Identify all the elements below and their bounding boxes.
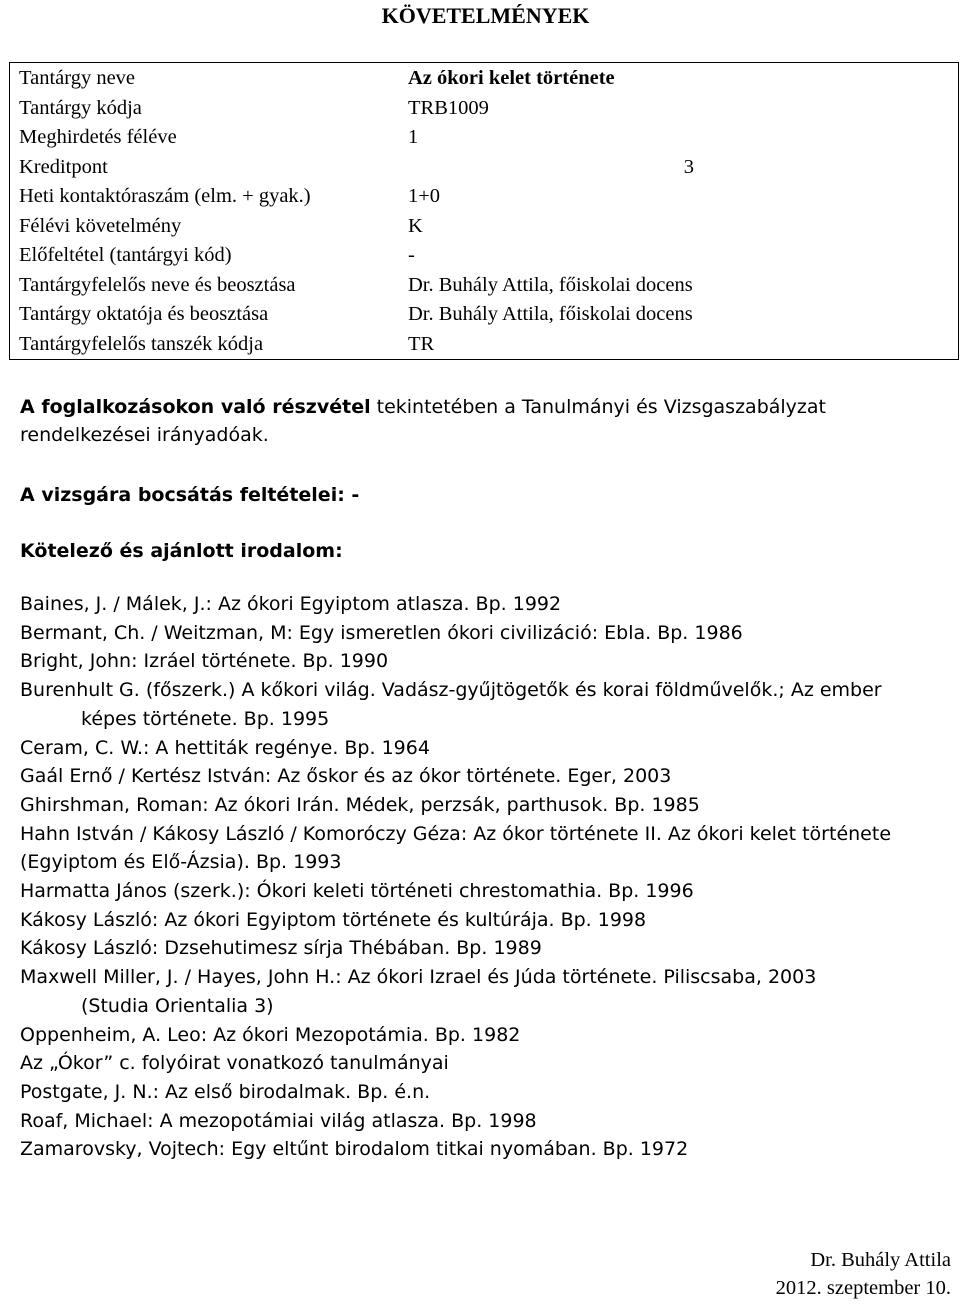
info-label: Tantárgyfelelős tanszék kódja [19, 332, 264, 355]
info-row [10, 152, 958, 181]
literature-item: Oppenheim, A. Leo: Az ókori Mezopotámia. Bp. 1982 [20, 1023, 521, 1046]
info-label: Félévi követelmény [19, 214, 182, 237]
info-label: Meghirdetés féléve [19, 126, 177, 148]
literature-item: Kákosy László: Az ókori Egyiptom története és kultúrája. Bp. 1998 [20, 908, 647, 931]
literature-item: Kákosy László: Dzsehutimesz sírja Thébában. Bp. 1989 [20, 937, 542, 960]
info-label: Tantárgy oktatója és beosztása [19, 303, 269, 325]
literature-item: Az „Ókor” c. folyóirat vonatkozó tanulmányai [20, 1052, 449, 1075]
info-value: TR [408, 332, 435, 355]
info-row [10, 181, 958, 210]
attendance-rest: tekintetében a Tanulmányi és Vizsgaszabályzat [370, 396, 826, 418]
info-row [10, 240, 958, 269]
info-label: Előfeltétel (tantárgyi kód) [19, 244, 232, 266]
info-row [10, 270, 958, 299]
info-label: Heti kontaktóraszám (elm. + gyak.) [19, 185, 311, 207]
literature-item: Baines, J. / Málek, J.: Az ókori Egyiptom atlasza. Bp. 1992 [20, 593, 562, 615]
info-value: 3 [683, 155, 694, 178]
info-label: Kreditpont [19, 155, 108, 178]
signature-name: Dr. Buhály Attila [810, 1249, 951, 1271]
attendance-line-2: rendelkezései irányadóak. [20, 424, 269, 446]
signature-date: 2012. szeptember 10. [775, 1277, 951, 1299]
literature-item-continuation: képes története. Bp. 1995 [81, 707, 330, 730]
attendance-bold: A foglalkozásokon való részvétel [20, 396, 371, 418]
literature-item-continuation: (Egyiptom és Elő-Ázsia). Bp. 1993 [20, 851, 342, 874]
attendance-line-1 [20, 396, 826, 419]
info-value: Az ókori kelet története [408, 67, 615, 89]
info-row [10, 299, 958, 328]
literature-item-continuation: (Studia Orientalia 3) [81, 994, 274, 1017]
course-info-table [9, 62, 959, 360]
literature-item: Harmatta János (szerk.): Ókori keleti történeti chrestomathia. Bp. 1996 [20, 880, 694, 902]
info-label: Tantárgy kódja [19, 96, 142, 119]
info-value: Dr. Buhály Attila, főiskolai docens [408, 303, 693, 325]
literature-item: Roaf, Michael: A mezopotámiai világ atlasza. Bp. 1998 [20, 1109, 537, 1132]
literature-item: Bermant, Ch. / Weitzman, M: Egy ismeretlen ókori civilizáció: Ebla. Bp. 1986 [20, 621, 743, 644]
info-value: TRB1009 [408, 96, 489, 119]
literature-item: Burenhult G. (főszerk.) A kőkori világ. Vadász-gyűjtögetők és korai földművelők.; Az ember [20, 679, 882, 702]
info-row [10, 211, 958, 240]
literature-item: Maxwell Miller, J. / Hayes, John H.: Az ókori Izrael és Júda története. Piliscsaba, 2003 [20, 966, 817, 989]
info-row [10, 122, 958, 151]
info-label: Tantárgy neve [19, 67, 136, 89]
info-value: K [408, 214, 423, 237]
info-value: 1+0 [408, 185, 441, 207]
literature-item: Postgate, J. N.: Az első birodalmak. Bp. é.n. [20, 1080, 431, 1103]
info-value: Dr. Buhály Attila, főiskolai docens [408, 273, 693, 296]
literature-item: Bright, John: Izráel története. Bp. 1990 [20, 650, 389, 673]
literature-item: Zamarovsky, Vojtech: Egy eltűnt birodalom titkai nyomában. Bp. 1972 [20, 1138, 689, 1161]
info-row [10, 329, 958, 358]
exam-conditions: A vizsgára bocsátás feltételei: - [20, 484, 360, 506]
info-row [10, 63, 958, 92]
literature-heading: Kötelező és ajánlott irodalom: [20, 540, 343, 562]
info-row [10, 93, 958, 122]
literature-item: Ghirshman, Roman: Az ókori Irán. Médek, perzsák, parthusok. Bp. 1985 [20, 793, 700, 816]
info-label: Tantárgyfelelős neve és beosztása [19, 273, 296, 296]
literature-item: Ceram, C. W.: A hettiták regénye. Bp. 1964 [20, 736, 430, 759]
info-value: - [408, 244, 415, 266]
info-value: 1 [408, 126, 419, 148]
literature-item: Gaál Ernő / Kertész István: Az őskor és az ókor története. Eger, 2003 [20, 765, 672, 788]
literature-item: Hahn István / Kákosy László / Komoróczy Géza: Az ókor története II. Az ókori kelet története [20, 822, 892, 845]
page-title: KÖVETELMÉNYEK [381, 3, 590, 28]
